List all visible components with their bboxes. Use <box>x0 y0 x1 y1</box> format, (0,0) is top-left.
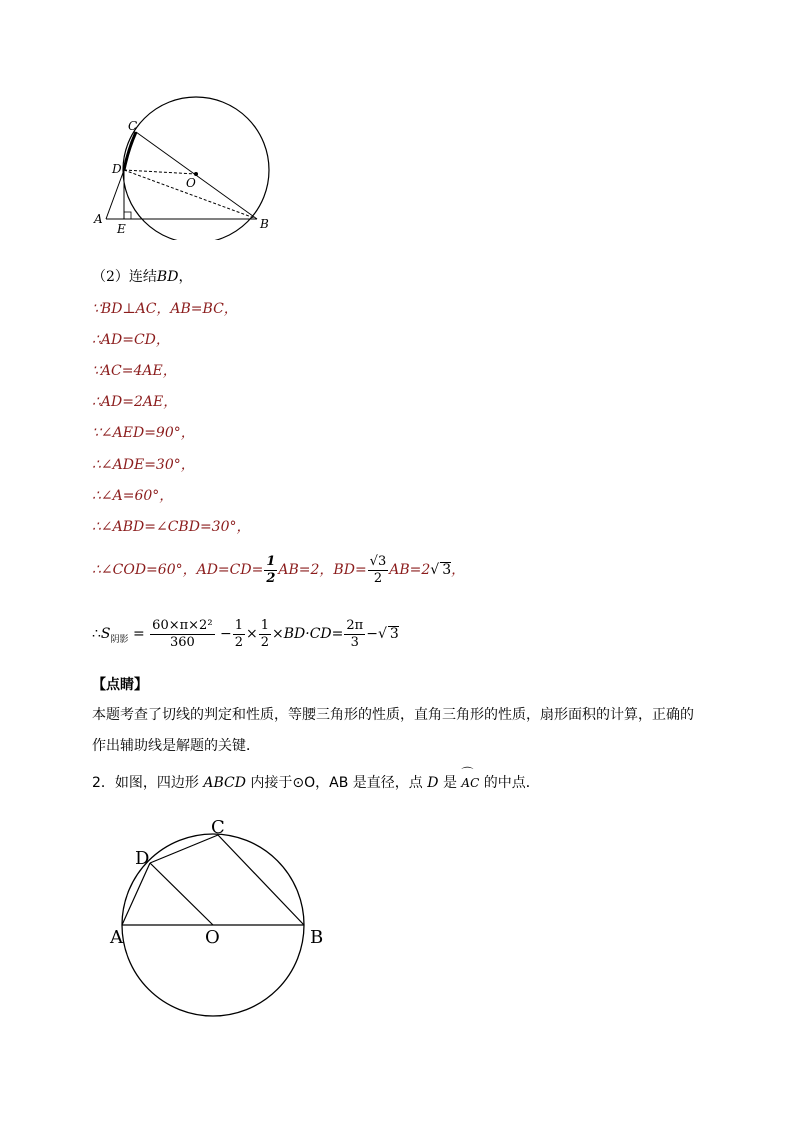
fraction-sqrt3-over-2 <box>368 554 389 587</box>
fig2-label-o: O <box>205 927 220 948</box>
sqrt-final-value: 3 <box>389 626 399 642</box>
step9-part2: AB=2，BD= <box>278 562 367 578</box>
step-8: ∴∠ABD=∠CBD=30°， <box>92 519 251 535</box>
fig1-label-c: C <box>128 119 138 133</box>
p2-text-c: 是 <box>438 775 462 791</box>
frac-a-num: 1 <box>234 617 243 633</box>
therefore-symbol: ∴ <box>92 626 101 642</box>
fraction-2pi-over-3 <box>344 618 365 651</box>
step-10-shaded-area <box>92 614 399 660</box>
p2-text-e: 的中点． <box>479 775 540 791</box>
fig2-line-ad <box>122 863 150 925</box>
problem-2-statement <box>92 768 702 798</box>
step9-part3: AB=2 <box>389 562 431 578</box>
p2-text-a: 2．如图，四边形 <box>92 775 204 791</box>
p2-text-b: 内接于⊙O，AB 是直径，点 <box>245 775 428 791</box>
minus-2: − <box>366 626 378 642</box>
fraction-sector <box>150 618 214 651</box>
step-3: ∵AC=4AE， <box>92 363 177 379</box>
fig1-line-ad <box>106 170 124 219</box>
comment-text-2: 作出辅助线是解题的关键． <box>92 738 260 754</box>
area-subscript: 阴影 <box>110 634 129 645</box>
equals-1: = <box>132 626 145 642</box>
fraction-half-a <box>233 618 245 651</box>
p2-point-d: D <box>427 775 439 791</box>
intro-end: ， <box>178 269 193 285</box>
area-symbol: S <box>100 626 111 642</box>
sqrt-3-final: √ 3 <box>377 626 399 642</box>
frac-2pi-den: 3 <box>350 634 359 650</box>
p2-quadrilateral: ABCD <box>203 775 246 791</box>
fig1-right-angle-mark <box>124 212 131 219</box>
frac-half-num: 1 <box>266 553 276 569</box>
fraction-half <box>264 554 277 587</box>
frac-a-den: 2 <box>234 634 243 650</box>
fig2-label-d: D <box>135 848 150 869</box>
fig1-label-o: O <box>186 176 196 190</box>
fig1-label-e: E <box>117 222 126 236</box>
step-1: ∵BD⊥AC，AB=BC， <box>92 301 238 317</box>
times-1: × <box>246 626 258 642</box>
frac-2pi-num: 2π <box>346 617 364 633</box>
step-6: ∴∠ADE=30°， <box>92 457 195 473</box>
frac-sector-den: 360 <box>169 634 195 650</box>
step9-part1: ∴∠COD=60°，AD=CD= <box>92 562 264 578</box>
figure-1-circle-diagram <box>88 95 288 240</box>
frac-b-den: 2 <box>260 634 270 650</box>
frac-sector-num: 60×π×2² <box>152 617 213 633</box>
arc-label: AC <box>461 776 480 790</box>
intro-text: （2）连结 <box>92 269 157 285</box>
fig1-label-b: B <box>260 217 269 231</box>
fig1-label-a: A <box>94 212 103 226</box>
fig2-label-a: A <box>110 927 123 948</box>
intro-var: BD <box>156 269 179 285</box>
fig2-label-c: C <box>211 817 225 838</box>
comment-text-1: 本题考查了切线的判定和性质，等腰三角形的性质，直角三角形的性质，扇形面积的计算，正确的 <box>92 707 694 723</box>
step-4: ∴AD=2AE， <box>92 394 178 410</box>
solution-intro <box>92 268 192 286</box>
step-5: ∵∠AED=90°， <box>92 425 195 441</box>
figure-2-circle-diagram <box>105 812 345 1027</box>
fig1-dashed-do <box>124 170 196 174</box>
sqrt-3-expr: √ 3 <box>430 562 452 578</box>
sqrt3-value: 3 <box>442 562 452 578</box>
fig2-label-b: B <box>310 927 324 948</box>
frac2-num: √3 <box>369 553 387 569</box>
fraction-half-b <box>259 618 271 651</box>
step-7: ∴∠A=60°， <box>92 488 174 504</box>
frac2-den: 2 <box>373 570 383 586</box>
frac-half-den: 2 <box>266 570 276 586</box>
fig2-line-cb <box>218 835 304 925</box>
step-9 <box>92 552 465 588</box>
minus-1: − <box>219 626 232 642</box>
fig2-line-do <box>150 863 213 925</box>
p2-arc-ac <box>461 768 479 798</box>
fig1-label-d: D <box>112 162 122 176</box>
comment-heading: 【点睛】 <box>92 677 148 693</box>
step-2: ∴AD=CD， <box>92 332 170 348</box>
step9-part4: ， <box>451 562 466 578</box>
bd-cd-product: ×BD·CD= <box>272 626 344 642</box>
arc-symbol: ⌒ <box>461 766 474 780</box>
frac-b-num: 1 <box>260 617 270 633</box>
